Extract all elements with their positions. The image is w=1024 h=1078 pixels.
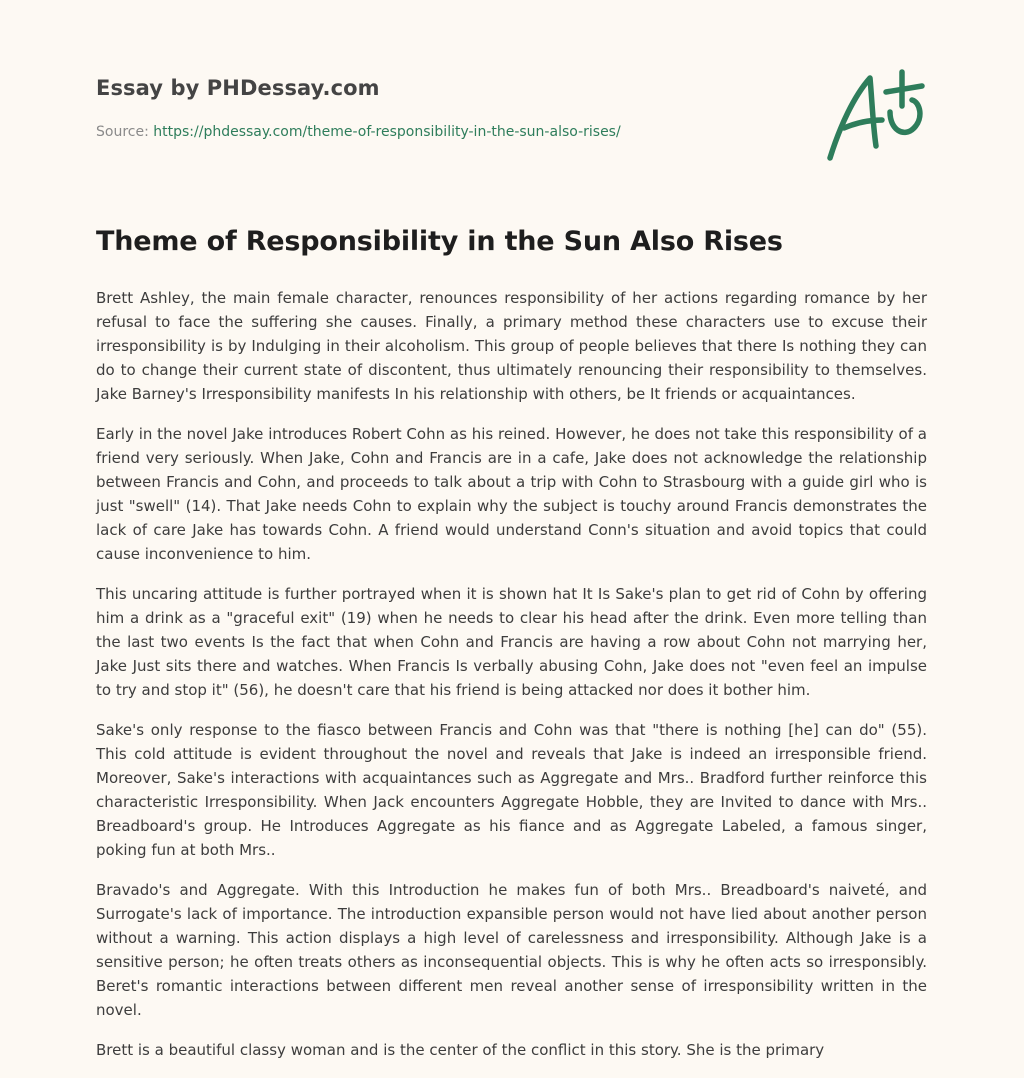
essay-body bbox=[96, 286, 927, 1078]
source-line bbox=[96, 124, 621, 140]
essay-title: Theme of Responsibility in the Sun Also Rises bbox=[96, 226, 783, 257]
essay-paragraph: This uncaring attitude is further portrayed when it is shown hat It Is Sake's plan to get rid of Cohn by offering him a drink as a "graceful exit" (19) when he needs to clear his head after the drink. Even more telling than the last two events Is the fact that when Cohn and Francis are having a row about Cohn not marrying her, Jake Just sits there and watches. When Francis Is verbally abusing Cohn, Jake does not "even feel an impulse to try and stop it" (56), he doesn't care that his friend is being attacked nor does it bother him. bbox=[96, 585, 927, 699]
essay-paragraph: Sake's only response to the fiasco between Francis and Cohn was that "there is nothing [he] can do" (55). This cold attitude is evident throughout the novel and reveals that Jake is indeed an irresponsible friend. Moreover, Sake's interactions with acquaintances such as Aggregate and Mrs.. Bradford further reinforce this characteristic Irresponsibility. When Jack encounters Aggregate Hobble, they are Invited to dance with Mrs.. Breadboard's group. He Introduces Aggregate as his fiance and as Aggregate Labeled, a famous singer, poking fun at both Mrs.. bbox=[96, 721, 927, 859]
site-brand: Essay by PHDessay.com bbox=[96, 76, 380, 100]
source-label: Source: bbox=[96, 124, 154, 140]
essay-paragraph: Bravado's and Aggregate. With this Introduction he makes fun of both Mrs.. Breadboard's naiveté, and Surrogate's lack of importance. The introduction expansible person would not have lied about another person without a warning. This action displays a high level of carelessness and irresponsibility. Although Jake is a sensitive person; he often treats others as inconsequential objects. This is why he often acts so irresponsibly. Beret's romantic interactions between different men reveal another sense of irresponsibility written in the novel. bbox=[96, 881, 927, 1019]
source-link[interactable]: https://phdessay.com/theme-of-responsibility-in-the-sun-also-rises/ bbox=[153, 124, 621, 140]
a-plus-grade-icon bbox=[820, 66, 932, 166]
essay-paragraph: Brett Ashley, the main female character, renounces responsibility of her actions regarding romance by her refusal to face the suffering she causes. Finally, a primary method these characters use to excuse their irresponsibility is by Indulging in their alcoholism. This group of people believes that there Is nothing they can do to change their current state of discontent, thus ultimately renouncing their responsibility to themselves. Jake Barney's Irresponsibility manifests In his relationship with others, be It friends or acquaintances. bbox=[96, 289, 927, 403]
essay-paragraph: Brett is a beautiful classy woman and is the center of the conflict in this story. She is the primary bbox=[96, 1041, 825, 1059]
essay-header bbox=[96, 76, 796, 140]
essay-paragraph: Early in the novel Jake introduces Robert Cohn as his reined. However, he does not take this responsibility of a friend very seriously. When Jake, Cohn and Francis are in a cafe, Jake does not acknowledge the relationship between Francis and Cohn, and proceeds to talk about a trip with Cohn to Strasbourg with a guide girl who is just "swell" (14). That Jake needs Cohn to explain why the subject is touchy around Francis demonstrates the lack of care Jake has towards Cohn. A friend would understand Conn's situation and avoid topics that could cause inconvenience to him. bbox=[96, 425, 927, 563]
